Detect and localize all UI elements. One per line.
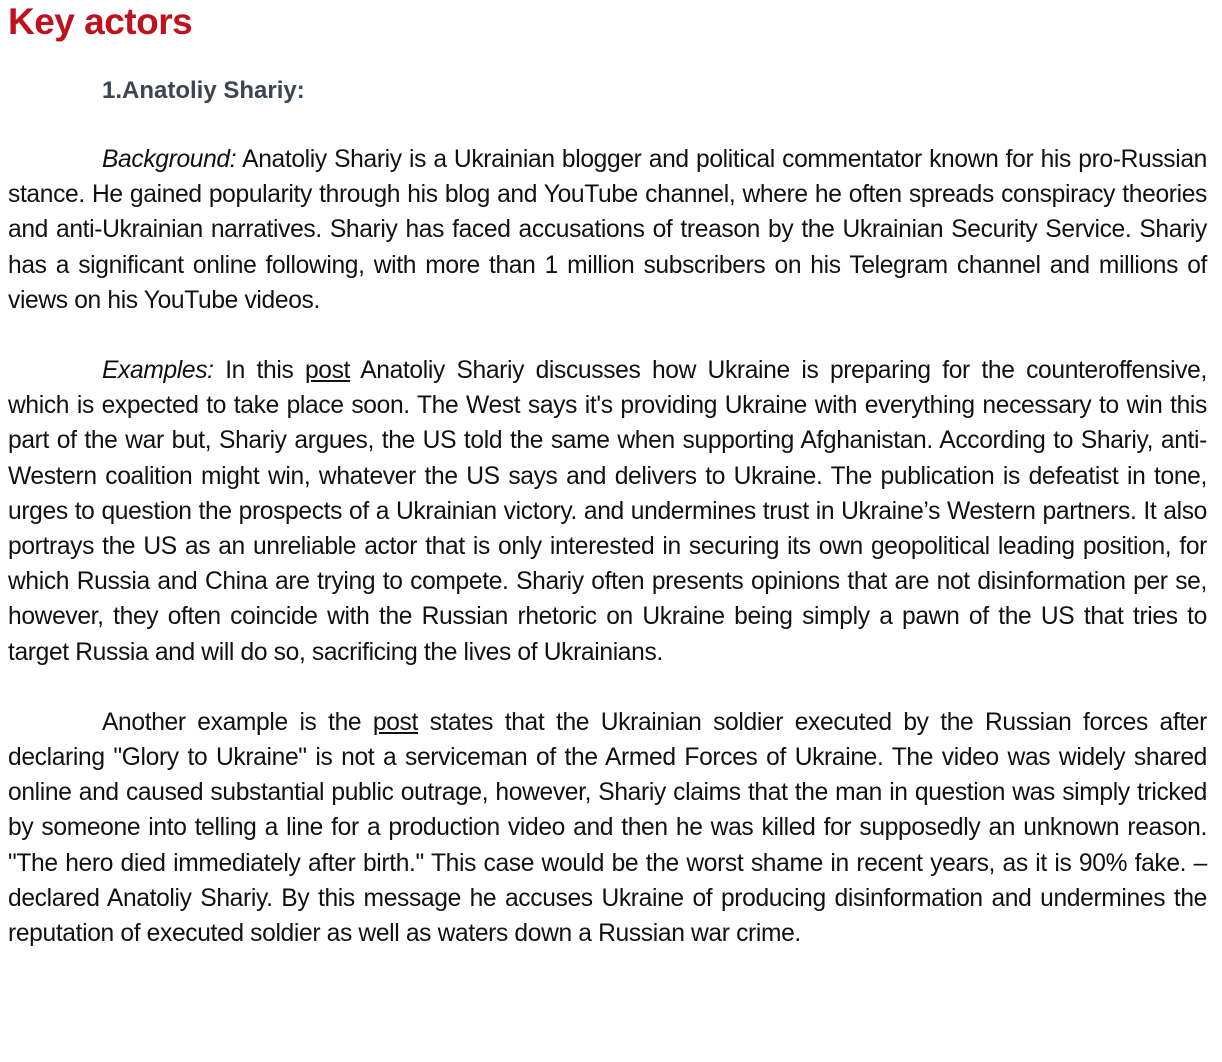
- examples-label: Examples:: [102, 357, 214, 385]
- examples-text: Anatoliy Shariy discusses how Ukraine is preparing for the counteroffensive, which is expected to take place soon. The West says it's providing Ukraine with everything necessary to win this part of the war but, Shariy argues, the US told the same when supporting Afghanistan. According to Shariy, anti-Western coalition might win, whatever the US says and delivers to Ukraine. The publication is defeatist in tone, urges to question the prospects of a Ukrainian victory. and undermines trust in Ukraine’s Western partners. It also portrays the US as an unreliable actor that is only interested in securing its own geopolitical leading position, for which Russia and China are trying to compete. Shariy often presents opinions that are not disinformation per se, however, they often coincide with the Russian rhetoric on Ukraine being simply a pawn of the US that tries to target Russia and will do so, sacrificing the lives of Ukrainians.: [8, 357, 1207, 666]
- section-heading: 1.Anatoliy Shariy:: [102, 77, 305, 104]
- background-paragraph: [8, 142, 1207, 318]
- post-link-2[interactable]: post: [372, 708, 418, 736]
- another-example-pre: Another example is the: [102, 708, 373, 736]
- another-example-text: states that the Ukrainian soldier executed by the Russian forces after declaring "Glory to Ukraine" is not a serviceman of the Armed Forces of Ukraine. The video was widely shared online and caused substantial public outrage, however, Shariy claims that the man in question was simply tricked by someone into telling a line for a production video and then he was killed for supposedly an unknown reason. "The hero died immediately after birth." This case would be the worst shame in recent years, as it is 90% fake. – declared Anatoliy Shariy. By this message he accuses Ukraine of producing disinformation and undermines the reputation of executed soldier as well as waters down a Russian war crime.: [8, 708, 1207, 948]
- another-example-paragraph: [8, 705, 1207, 951]
- document-page: [8, 0, 1207, 951]
- background-label: Background:: [102, 146, 237, 173]
- examples-text-pre: In this: [213, 357, 305, 385]
- page-title: Key actors: [8, 1, 193, 42]
- post-link[interactable]: post: [304, 357, 351, 385]
- background-text: Anatoliy Shariy is a Ukrainian blogger and political commentator known for his pro-Russian stance. He gained popularity through his blog and YouTube channel, where he often spreads conspiracy theories and anti-Ukrainian narratives. Shariy has faced accusations of treason by the Ukrainian Security Service. Shariy has a significant online following, with more than 1 million subscribers on his Telegram channel and millions of views on his YouTube videos.: [8, 146, 1207, 314]
- examples-paragraph: [8, 353, 1207, 670]
